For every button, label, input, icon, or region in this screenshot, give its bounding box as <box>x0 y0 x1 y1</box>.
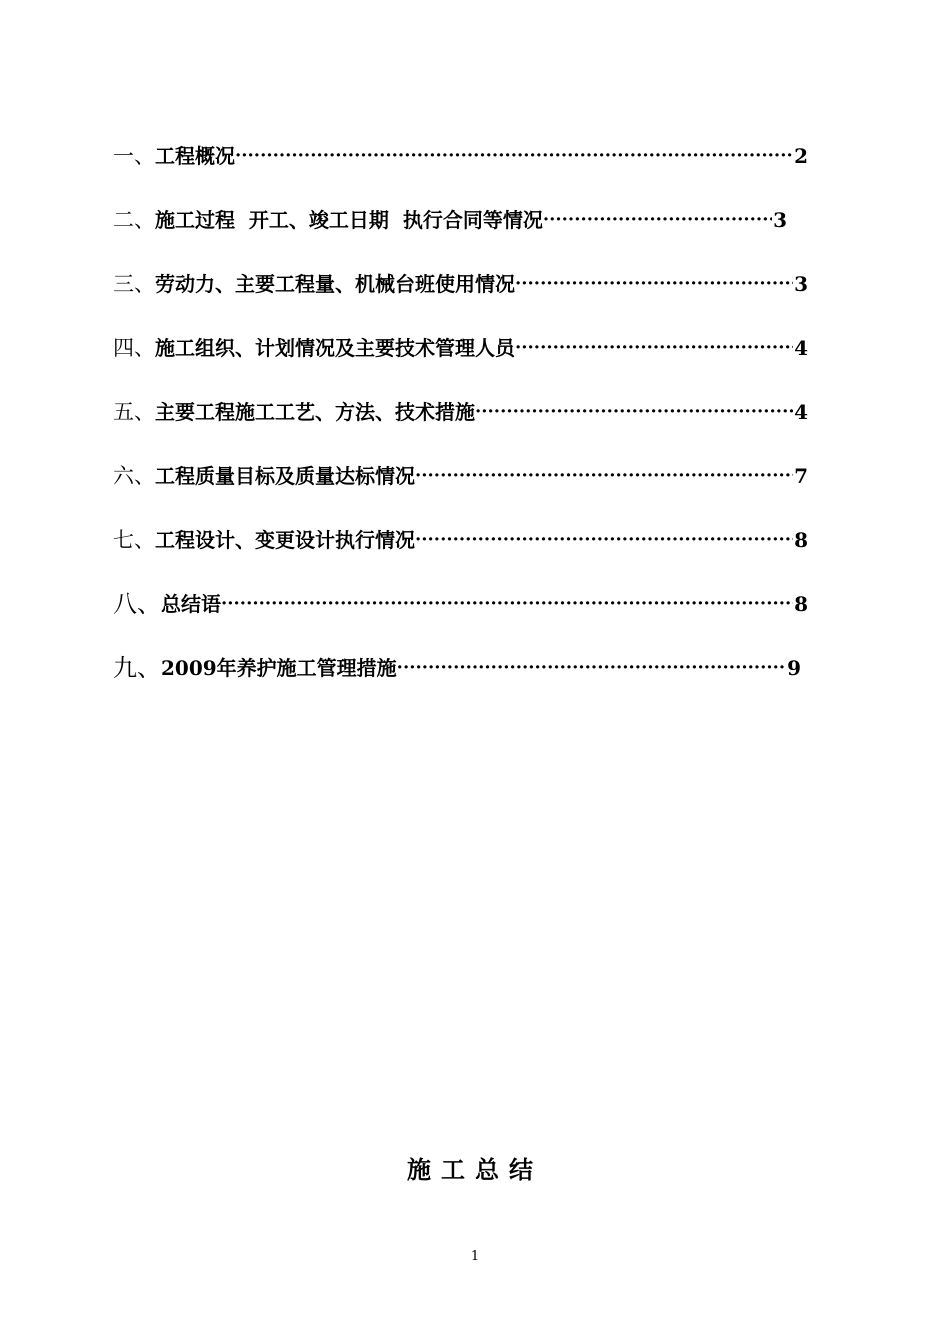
toc-leader-dots <box>221 582 793 626</box>
section-heading: 施工总结 <box>407 1155 543 1184</box>
toc-entry-number: 七、 <box>113 528 155 552</box>
toc-leader-dots <box>475 390 793 434</box>
toc-entry-page: 2 <box>794 144 808 168</box>
toc-entry-title: 施工组织、计划情况及主要技术管理人员 <box>155 336 515 360</box>
toc-entry-number: 一、 <box>113 144 155 168</box>
toc-leader-dots <box>415 454 793 498</box>
toc-leader-dots <box>515 326 793 370</box>
toc-entry-number: 二、 <box>113 208 155 232</box>
toc-entry-number: 五、 <box>113 400 155 424</box>
toc-entry-page: 4 <box>794 336 808 360</box>
toc-entry-title: 主要工程施工工艺、方法、技术措施 <box>155 400 475 424</box>
toc-entry-2[interactable] <box>113 188 787 252</box>
toc-leader-dots <box>415 518 793 562</box>
toc-leader-dots <box>235 134 793 178</box>
toc-entry-number: 三、 <box>113 272 155 296</box>
toc-entry-number: 四、 <box>113 336 155 360</box>
toc-entry-4[interactable] <box>113 316 808 380</box>
toc-entry-title: 施工过程 开工、竣工日期 执行合同等情况 <box>155 208 543 232</box>
toc-entry-8[interactable] <box>113 572 808 636</box>
toc-entry-number: 六、 <box>113 464 155 488</box>
toc-entry-6[interactable] <box>113 444 808 508</box>
toc-entry-title: 工程设计、变更设计执行情况 <box>155 528 415 552</box>
toc-entry-9[interactable] <box>113 636 801 700</box>
toc-entry-title: 工程质量目标及质量达标情况 <box>155 464 415 488</box>
toc-entry-7[interactable] <box>113 508 808 572</box>
toc-leader-dots <box>543 198 772 242</box>
toc-entry-page: 9 <box>787 656 801 680</box>
toc-entry-title: 劳动力、主要工程量、机械台班使用情况 <box>155 272 515 296</box>
toc-entry-title: 工程概况 <box>155 144 235 168</box>
toc-entry-title: 总结语 <box>161 592 221 616</box>
toc-entry-number: 九、 <box>113 654 161 682</box>
toc-entry-page: 8 <box>794 528 808 552</box>
table-of-contents <box>113 124 813 700</box>
toc-entry-5[interactable] <box>113 380 808 444</box>
page-number: 1 <box>470 1249 480 1264</box>
toc-entry-title: 2009年养护施工管理措施 <box>161 656 397 680</box>
toc-entry-number: 八、 <box>113 590 161 618</box>
toc-entry-page: 4 <box>794 400 808 424</box>
toc-leader-dots <box>397 646 786 690</box>
toc-entry-1[interactable] <box>113 124 808 188</box>
toc-leader-dots <box>515 262 793 306</box>
toc-entry-page: 3 <box>773 208 787 232</box>
toc-entry-page: 7 <box>794 464 808 488</box>
toc-entry-page: 3 <box>794 272 808 296</box>
toc-entry-3[interactable] <box>113 252 808 316</box>
toc-entry-page: 8 <box>794 592 808 616</box>
